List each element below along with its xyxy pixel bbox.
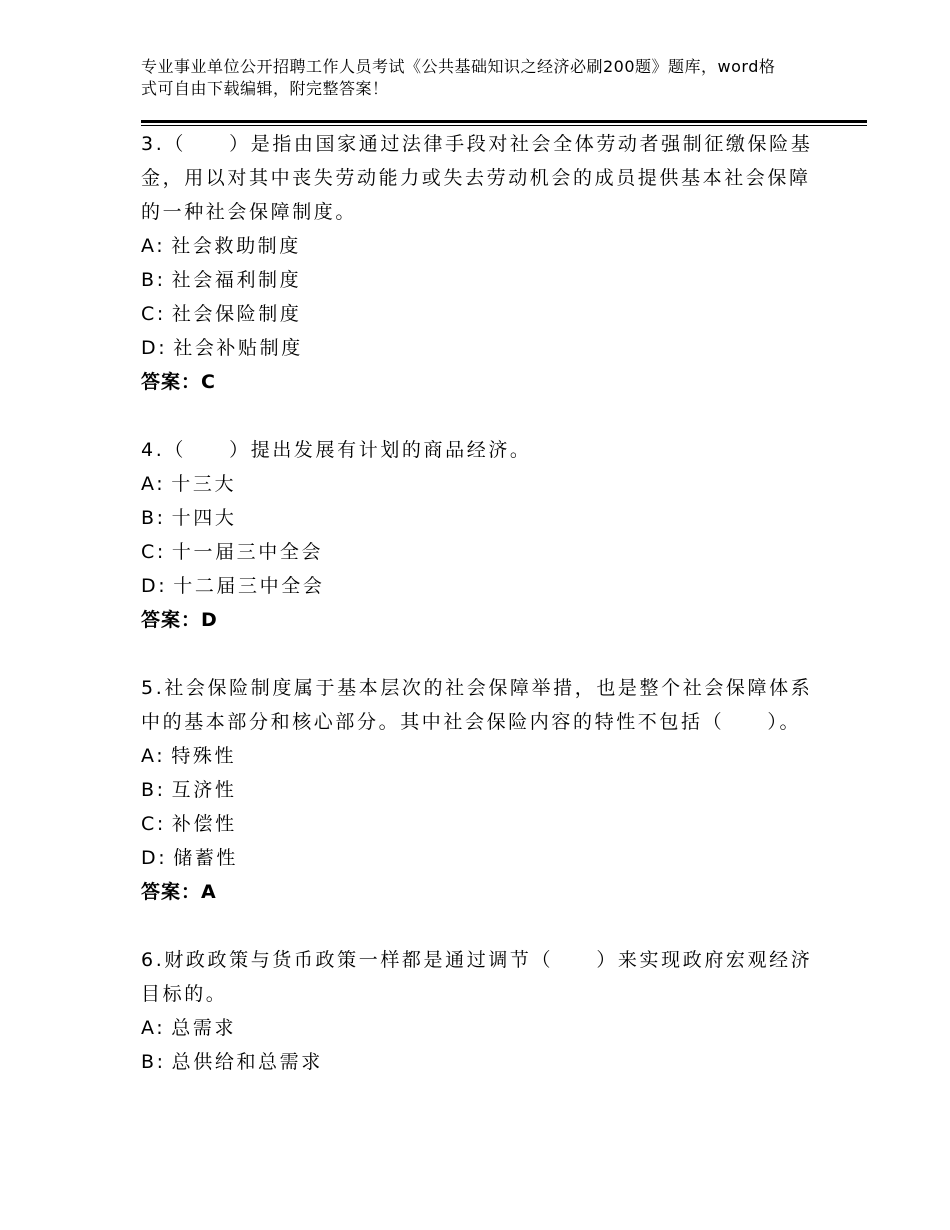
option-key: C: [141, 541, 166, 563]
option-key: B: [141, 269, 166, 291]
option-key: D: [141, 337, 168, 359]
question-stem: 6.财政政策与货币政策一样都是通过调节（ ）来实现政府宏观经济目标的。 [141, 949, 813, 1005]
option-c [141, 297, 821, 331]
option-key: C: [141, 813, 166, 835]
option-key: A: [141, 235, 166, 257]
question-4 [141, 433, 821, 637]
header-divider-thick [141, 120, 867, 123]
option-d [141, 331, 821, 365]
option-text: 社会补贴制度 [173, 337, 303, 359]
option-text: 十一届三中全会 [171, 541, 324, 563]
option-key: A: [141, 1017, 166, 1039]
option-a [141, 1011, 821, 1045]
question-stem: 4.（ ）提出发展有计划的商品经济。 [141, 439, 532, 461]
option-a [141, 229, 821, 263]
answer-line: 答案：D [141, 609, 218, 631]
option-text: 十四大 [171, 507, 237, 529]
option-a [141, 467, 821, 501]
option-text: 互济性 [171, 779, 237, 801]
option-key: C: [141, 303, 166, 325]
answer-line: 答案：A [141, 881, 217, 903]
option-text: 特殊性 [171, 745, 237, 767]
option-key: B: [141, 779, 166, 801]
question-6 [141, 943, 821, 1079]
answer-line: 答案：C [141, 371, 216, 393]
option-b [141, 263, 821, 297]
option-key: A: [141, 745, 166, 767]
question-3 [141, 127, 821, 399]
option-key: D: [141, 847, 168, 869]
option-key: B: [141, 507, 166, 529]
option-text: 社会救助制度 [171, 235, 301, 257]
question-5 [141, 671, 821, 909]
option-b [141, 1045, 821, 1079]
option-b [141, 773, 821, 807]
option-c [141, 807, 821, 841]
header-divider-thin [141, 125, 867, 126]
option-b [141, 501, 821, 535]
question-list [141, 127, 821, 1079]
document-header: 专业事业单位公开招聘工作人员考试《公共基础知识之经济必刷200题》题库，word格式可自由下载编辑，附完整答案！ [141, 57, 776, 98]
option-text: 储蓄性 [173, 847, 239, 869]
option-key: A: [141, 473, 166, 495]
option-d [141, 841, 821, 875]
question-stem: 5.社会保险制度属于基本层次的社会保障举措，也是整个社会保障体系中的基本部分和核心部分。其中社会保险内容的特性不包括（ ）。 [141, 677, 813, 733]
option-text: 十三大 [171, 473, 237, 495]
option-text: 十二届三中全会 [173, 575, 325, 597]
option-text: 补偿性 [171, 813, 237, 835]
option-key: B: [141, 1051, 166, 1073]
option-a [141, 739, 821, 773]
question-stem: 3.（ ）是指由国家通过法律手段对社会全体劳动者强制征缴保险基金，用以对其中丧失劳动能力或失去劳动机会的成员提供基本社会保障的一种社会保障制度。 [141, 133, 813, 223]
option-c [141, 535, 821, 569]
option-key: D: [141, 575, 168, 597]
option-text: 社会保险制度 [171, 303, 302, 325]
option-text: 总需求 [171, 1017, 237, 1039]
option-d [141, 569, 821, 603]
option-text: 社会福利制度 [171, 269, 302, 291]
option-text: 总供给和总需求 [171, 1051, 323, 1073]
